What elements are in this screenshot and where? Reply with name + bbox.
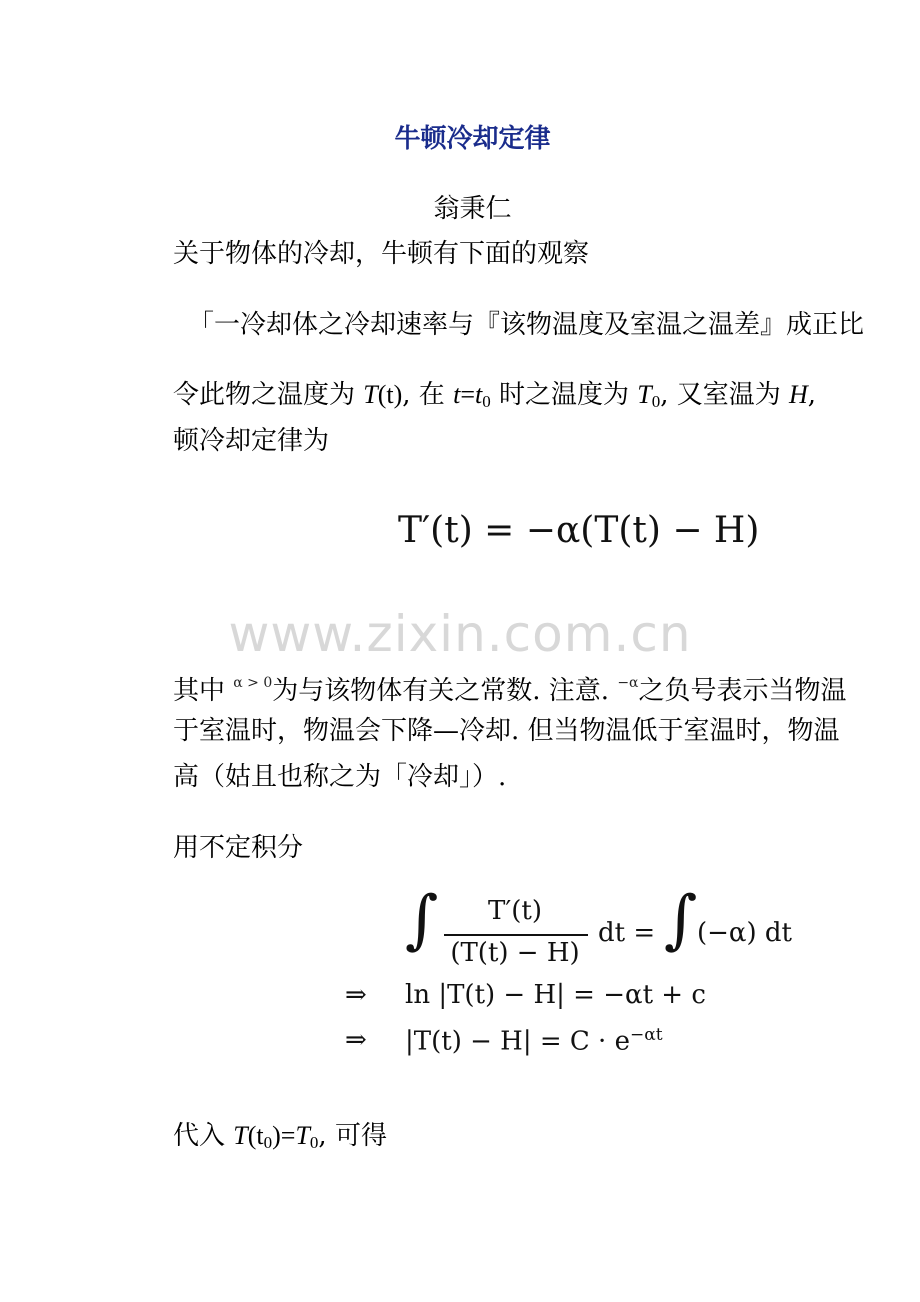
p6-text-b: )=: [272, 1121, 296, 1150]
subscript-0b: 0: [651, 392, 661, 411]
paragraph-3-line2: 顿冷却定律为: [173, 426, 330, 456]
var-t-paren: (t): [377, 380, 403, 409]
var-T: T: [233, 1121, 248, 1150]
p4-text-a: 其中: [173, 676, 234, 706]
var-T0: T: [637, 380, 652, 409]
var-T0: T: [295, 1121, 310, 1150]
paragraph-4-line3: 高（姑且也称之为「冷却」）.: [173, 762, 507, 792]
var-t0: t: [474, 380, 483, 409]
paren-t: (t: [247, 1121, 264, 1150]
paragraph-6: [173, 1118, 387, 1161]
alpha-positive: α > 0: [233, 675, 273, 691]
p3-text-e: ,: [807, 380, 817, 410]
ln-equation: ln |T(t) − H| = −αt + c: [405, 980, 706, 1010]
exp-equation: [405, 1025, 663, 1057]
exponent: −αt: [629, 1025, 663, 1045]
integral-sign-left: ∫: [405, 883, 439, 957]
paragraph-4-line2: 于室温时，物温会下降—冷却. 但当物温低于室温时，物温: [173, 716, 840, 746]
implies-arrow-2: ⇒: [345, 1025, 367, 1055]
fraction-bar: [444, 934, 588, 936]
p6-text-c: , 可得: [318, 1121, 387, 1151]
integral-rhs: (−α) dt: [697, 918, 792, 948]
p4-text-b: 为与该物体有关之常数. 注意.: [272, 676, 618, 706]
dt-equals: dt =: [598, 918, 656, 948]
subscript-0b: 0: [309, 1133, 319, 1152]
fraction-numerator: T′(t): [488, 896, 542, 926]
fraction-denominator: (T(t) − H): [450, 938, 580, 968]
paragraph-2-quote: 「一冷却体之冷却速率与『该物温度及室温之温差』成正比: [188, 310, 865, 340]
exp-equation-base: |T(t) − H| = C · e: [405, 1026, 630, 1057]
author: 翁秉仁: [433, 194, 512, 224]
var-t: t: [453, 380, 461, 409]
var-T: T: [363, 380, 378, 409]
p3-text-c: 时之温度为: [490, 380, 638, 410]
paragraph-4: [173, 665, 847, 709]
p3-text-b: , 在: [402, 380, 454, 410]
paragraph-5: 用不定积分: [173, 833, 304, 863]
minus-alpha: −α: [617, 675, 639, 691]
page-title: 牛顿冷却定律: [394, 124, 551, 154]
p3-text-a: 令此物之温度为: [173, 380, 364, 410]
paragraph-3: [173, 377, 816, 420]
subscript-0: 0: [482, 392, 491, 411]
p4-text-c: 之负号表示当物温: [638, 676, 847, 706]
paragraph-1: 关于物体的冷却，牛顿有下面的观察: [173, 239, 590, 269]
p3-text-d: , 又室温为: [660, 380, 790, 410]
equals-sign: =: [460, 380, 475, 409]
p6-text-a: 代入: [173, 1121, 234, 1151]
implies-arrow-1: ⇒: [345, 980, 367, 1010]
subscript-0: 0: [263, 1133, 273, 1152]
equation-newton-cooling: T′(t) = −α(T(t) − H): [398, 510, 760, 551]
integral-sign-right: ∫: [664, 883, 698, 957]
watermark: www.zixin.com.cn: [228, 605, 692, 663]
var-H: H: [789, 380, 808, 409]
